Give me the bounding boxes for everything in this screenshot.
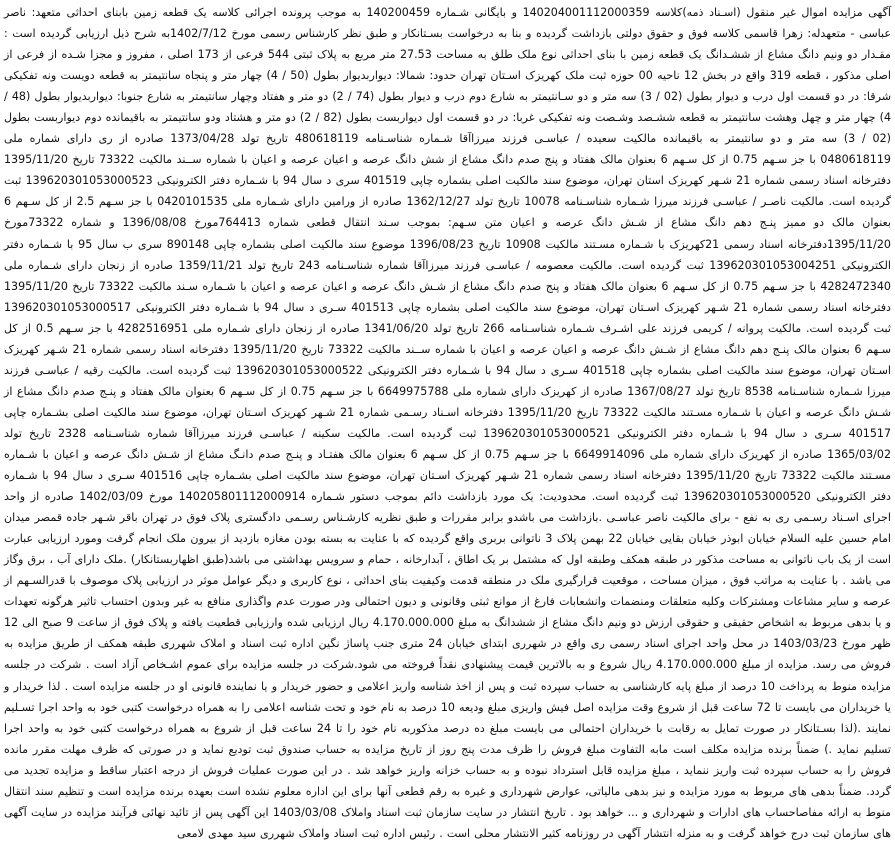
auction-notice-text: آگهی مزایده اموال غیر منقول (اسـناد ذمه)کلاسه 140204001112000359 و بایگانی شـماره 140200459 به موجب پرونده اجرائی کلاسه یک قطعه زمین بابنای احداثی متعهد: ناصر عباسی - متعهدله: زهرا قاسمی کلاسه فوق و حقوق دولتی بازداشت گردیده و بنا به درخواست بسـتانکار و طبق نظر کارشناس رسمی مورخ 1402/7/12به شرح ذیل ارزیابی گردیده است : مقـدار دو ونیم دانگ مشاع از ششـدانگ یک قطعه زمین با بنای احداثی نوع ملک طلق به مساحت 27.53 متر مربع به پلاک ثبتی 544 فرعی از 173 اصلی ، مفروز و مجزا شـده از فرعی از اصلی مذکور ، قطعه 319 واقع در بخش 12 ناحیه 00 حوزه ثبت ملک کهریزک اسـتان تهران حدود: شمالا: دیواربدیوار بطول (50 / 4) چهار متر و پنجاه سانتیمتر به قطعه دویست ونه تفکیکی شرقا: در دو قسمت اول درب و دیوار بطول (02 / 3) سه متر و دو سـانتیمتر به شارع دوم درب و دیوار بطول (74 / 2) دو متر و هفتاد وچهار سانتیمتر به شارع جنوبا: دیواربدیوار بطول (48 / 4) چهار متر و چهل وهشت سانتیمتر به قطعه ششـصد وشـصت ونه تفکیکی غربا: در دو قسمت اول دیواربست بطول (82 / 2) دو متر و هشتاد ودو سانتیمتر به باقیمانده دوم دیواربست بطول (02 / 3) سه متر و دو سانتیمتر به باقیمانده مالکیت سعیده / عباسـی فرزند میرزاآقا شـماره شناسـنامه 480618119 تاریخ تولد 1373/04/28 صادره از ری دارای شماره ملی 0480618119 با جز سـهم 0.75 از کل سـهم 6 بعنوان مالک هفتاد و پنج صدم دانگ مشاع از شش دانگ عرصه و اعیان عرصه و اعیان با شماره ســند مالکیت 73322 تاریخ 1395/11/20 دفترخانه اسناد رسمی شماره 21 شـهر کهریزک استان تهران، موضوع سند مالکیت اصلی بشماره چاپی 401519 سری د سال 94 با شـماره دفتر الکترونیکی 139620301053000523 ثبت گردیده است. مالکیت ناصـر / عباسـی فرزند میرزا شـماره شناسـنامه 10078 تاریخ تولد 1362/12/27 صادره از ورامین دارای شـماره ملی 0420101535 با جز سـهم 2.5 از کل سـهم 6 بعنوان مالک دو ممیز پنـج دهم دانگ مشاع از شـش دانگ عرصه و اعیان متن سـهم: بموجب سـند انتقال قطعی شماره 764413مورخ 1396/08/08 و شماره 73322مورخ 1395/11/20دفترخانه اسناد رسمی 21کهریزک با شـماره مسـتند مالکیت 10908 تاریخ 1396/08/23 موضوع سند مالکیت اصلی بشماره چاپی 890148 سری ب سال 95 با شـماره دفتر الکترونیکی 139620301053004251 ثبت گردیده است. مالکیت معصومه / عباسـی فرزند میرزاآقا شماره شناسـنامه 243 تاریخ تولد 1359/11/21 صادره از زنجان دارای شـماره ملی 4282472340 با جز سـهم 0.75 از کل سـهم 6 بعنوان مالک هفتاد و پنج صدم دانگ مشاع از شـش دانگ عرصه و اعیان عرصه و اعیان با شـماره سـند مالکیت 73322 تاریخ 1395/11/20 دفترخانه اسناد رسمی شماره 21 شـهر کهریزک اسـتان تهران، موضوع سند مالکیت اصلی بشماره چاپی 401513 سـری د سال 94 با شـماره دفتر الکترونیکی 139620301053000517 ثبت گردیده است. مالکیت پروانه / کریمی فرزند علی اشـرف شـماره شناسـنامه 266 تاریخ تولد 1341/06/20 صادره از زنجان دارای شـماره ملی 4282516951 با جز سـهم 0.5 از کل سـهم 6 بعنوان مالک پنـج دهم دانگ مشاع از شـش دانگ عرصه و اعیان عرصه و اعیان با شماره ســند مالکیت 73322 تاریخ 1395/11/20 دفترخانه اسناد رسمی شماره 21 شـهر کهریزک اسـتان تهران، موضوع سند مالکیت اصلی بشماره چاپی 401518 سـری د سال 94 با شـماره دفتر الکترونیکی 139620301053000522 ثبت گردیده است. مالکیت رقیه / عباسـی فرزند میرزا شـماره شناسـنامه 8538 تاریخ تولد 1367/08/27 صادره از کهریزک دارای شماره ملی 6649975788 با جز سـهم 0.75 از کل سـهم 6 بعنوان مالک هفتاد و پنـج صدم دانگ مشاع از شـش دانگ عرصه و اعیان با شـماره مسـتند مالکیت 73322 تاریخ 1395/11/20 دفترخانه اسـناد رسـمی شماره 21 شـهر کهریزک اسـتان تهران، موضوع سند مالکیت اصلی بشـماره چاپی 401517 سـری د سال 94 با شـماره دفتر الکترونیکی 139620301053000521 ثبت گردیده است. مالکیت سکینه / عباسـی فرزند میرزاآقا شماره شناسـنامه 2328 تاریخ تولد 1365/03/02 صادره از کهریزک دارای شماره ملی 6649914096 با جز سـهم 0.75 از کل سـهم 6 بعنوان مالک هفتـاد و پنـج صدم دانـگ مشاع از شـش دانگ عرصه و اعیان با شـماره مسـتند مالکیت 73322 تاریخ 1395/11/20 دفترخانه اسناد رسمی شماره 21 شـهر کهریزک اسـتان تهران، موضوع سند مالکیت اصلی بشـماره چاپی 401516 سـری د سال 94 با شـماره دفتر الکترونیکی 139620301053000520 ثبت گردیده است. محدودیت: یک مورد بازداشت دائم بموجب دستور شـماره 140205801112000914 مورخ 1402/03/09 صادره از واحد اجرای اسـناد رسـمی ری به نفع - برای مالکیت ناصر عباسـی .بازداشت می باشدو برابر مقررات و طبق نظریه کارشـناس رسـمی دادگستری پلاک فوق در تهران باقر شـهر جاده قمصر میدان امام حسین علیه السلام خیابان ابوذر خیابان بقایی خیابان 22 بهمن پلاک 3 ناتوانی بربری واقع گردیده که با عنایت به بسته بودن مغازه بازدید از بیرون ملک انجام گرفت ومورد ارزیابی عبارت است از یک باب ناتوانی به مساحت مذکور در طبقه همکف وطبقه اول که مشتمل بر یک اطاق ، آبدارخانه ، حمام و سرویس بهداشتی می باشد(طبق اظهاربستانکار) .ملک دارای آب ، برق وگاز می باشد . با عنایت به مراتب فوق ، میزان مساحت ، موقعیت قرارگیری ملک در منطقه قدمت وکیفیت بنای احداثی ، نوع کاربری و دیگر عوامل موثر در ارزیابی پلاک موصوف با قدرالسـهم از عرصه و سایر مشاعات ومشترکات وکلیه متعلقات ومنضمات وانشعابات فارغ از موانع ثبتی وقانونی و دیون احتمالی ودر صورت عدم واگذاری منافع به غیر وبدون احتساب تاثیر هرگونه تعهدات و یا بدهی مربوط به اشخاص حقیقی و حقوقی ارزش دو ونیم دانگ مشاع از ششدانگ به مبلغ 4.170.000.000 ریال ارزیابی شده وارزیابی قطعیت یافته و پلاک فوق از ساعت 9 صبح الی 12 ظهر مورخ 1403/03/23 در محل واحد اجرای اسناد رسمی ری واقع در شهرری ابتدای خیابان 24 متری جنب پاساژ نگین اداره ثبت اسناد و املاک شهرری طبقه همکف از طریق مزایده به فروش می رسد. مزایده از مبلغ 4.170.000.000 ریال شروع و به بالاترین قیمت پیشنهادی نقداً فروخته می شود.شرکت در جلسه مزایده برای عموم اشـخاص آزاد است . شرکت در جلسه مزایده منوط به پرداخت 10 درصد از مبلغ پایه کارشناسی به حساب سپرده ثبت و پس از اخذ شناسه واریز اعلامی و حضور خریدار و یا نماینده قانونی او در جلسه مزایده است . لذا خریدار و یا خریداران می بایست تا 72 ساعت قبل از شروع وقت مزایده اصل فیش واریزی مبلغ ودیعه 10 درصد به نام خود و تحت شناسه اعلامی را به همراه درخواست کتبی خود به واحد اجرا تسـلیم نمایند .(لذا بسـتانکار در صورت تمایل به رقابت با خریداران احتمالی می بایست مبلغ ده درصد مذکوربه نام خود را تا 24 ساعت قبل از شروع به همراه درخواست کتبی خود به واحد اجرا تسلیم نماید .) ضمناً برنده مزایده مکلف است مابه التفاوت مبلغ فروش را ظرف مدت پنج روز از تاریخ مزایده به حساب صندوق ثبت تودیع نماید و در صورتی که ظرف مهلت مقرر مانده فروش را به حساب سپرده ثبت واریز ننماید ، مبلغ مزایده قابل استرداد نبوده و به حساب خزانه واریز خواهد شد . در این صورت عملیات فروش از درجه اعتبار ساقط و مزایده تجدید می گردد. ضمناً بدهی های مربوط به مورد مزایده و نیز بدهی مالیاتی، عوارض شهرداری و غیره به رقم قطعی آنها برای این اداره معلوم نشده است بعهده برنده مزایده است و تنظیم سند انتقال منوط به ارائه مفاصاحساب های ادارات و شهرداری و ... خواهد بود . تاریخ انتشار در سایت سازمان ثبت اسناد واملاک 1403/03/08 این آگهی پس از تائید نهائی فرآیند مزایده در سایت آگهی های سازمان ثبت درج خواهد گرفت و به منزله انتشار آگهی در روزنامه کثیر الانتشار محلی است . رئیس اداره ثبت اسناد واملاک شهرری سید مهدی لامعی	[4, 6, 892, 840]
